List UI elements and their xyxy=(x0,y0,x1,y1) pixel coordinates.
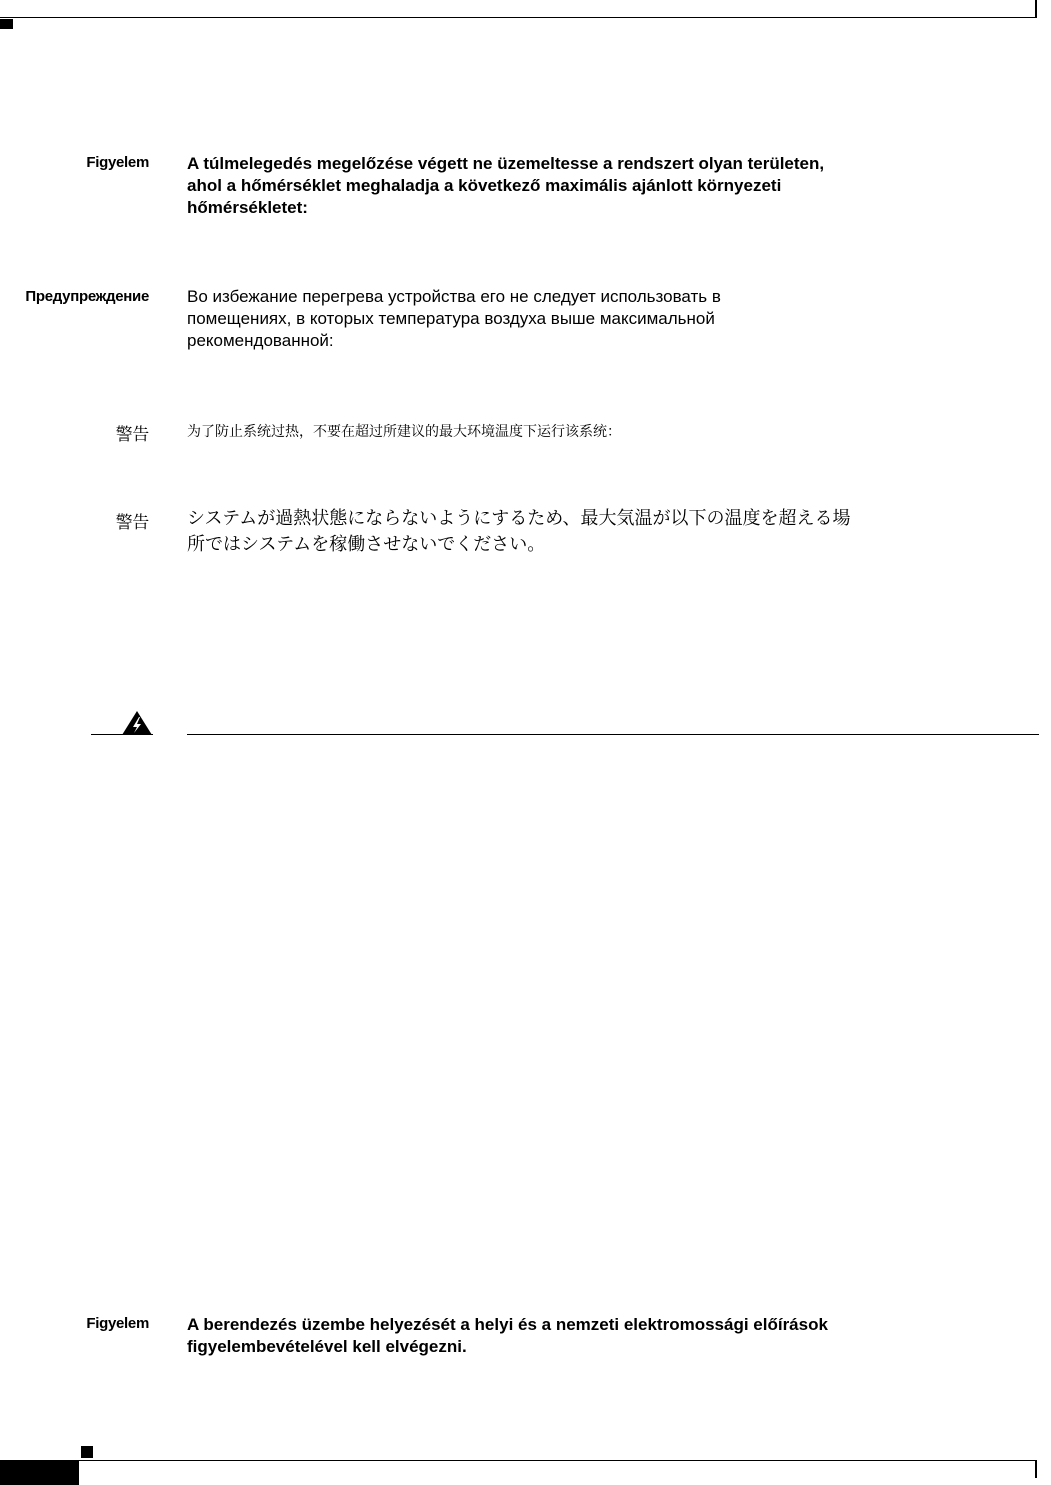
warning-text-hungarian: A túlmelegedés megelőzése végett ne üzemeltesse a rendszert olyan területen, ahol a hőmérséklet meghaladja a következő maximális ajánlott környezeti hőmérsékletet: xyxy=(187,154,825,217)
footer-rule xyxy=(79,1460,1036,1461)
top-rule xyxy=(0,17,1036,18)
warning-triangle-icon xyxy=(121,710,153,736)
top-right-tick xyxy=(1035,0,1037,18)
footer-right-tick xyxy=(1035,1460,1037,1478)
warning-text-chinese: 为了防止系统过热，不要在超过所建议的最大环境温度下运行该系统： xyxy=(187,424,621,440)
bottom-warning-text: A berendezés üzembe helyezését a helyi és a nemzeti elektromossági előírások figyelembevételével kell elvégezni. xyxy=(187,1315,828,1356)
warning-label-hungarian: Figyelem xyxy=(86,154,149,171)
footer-left-block xyxy=(0,1460,79,1485)
bottom-warning-label: Figyelem xyxy=(86,1315,149,1332)
warning-label-japanese: 警告 xyxy=(115,513,149,533)
warning-text-russian: Во избежание перегрева устройства его не следует использовать в помещениях, в которых температура воздуха выше максимальной рекомендованной: xyxy=(187,287,721,350)
warning-text-japanese: システムが過熱状態にならないようにするため、最大気温が以下の温度を超える場所ではシステムを稼働させないでください。 xyxy=(187,508,851,555)
warning-label-russian: Предупреждение xyxy=(25,288,149,305)
top-left-marker xyxy=(0,19,13,29)
footer-marker xyxy=(81,1446,93,1458)
warning-label-chinese: 警告 xyxy=(115,425,149,445)
section-rule-left xyxy=(91,734,153,735)
section-rule-right xyxy=(187,734,1039,735)
